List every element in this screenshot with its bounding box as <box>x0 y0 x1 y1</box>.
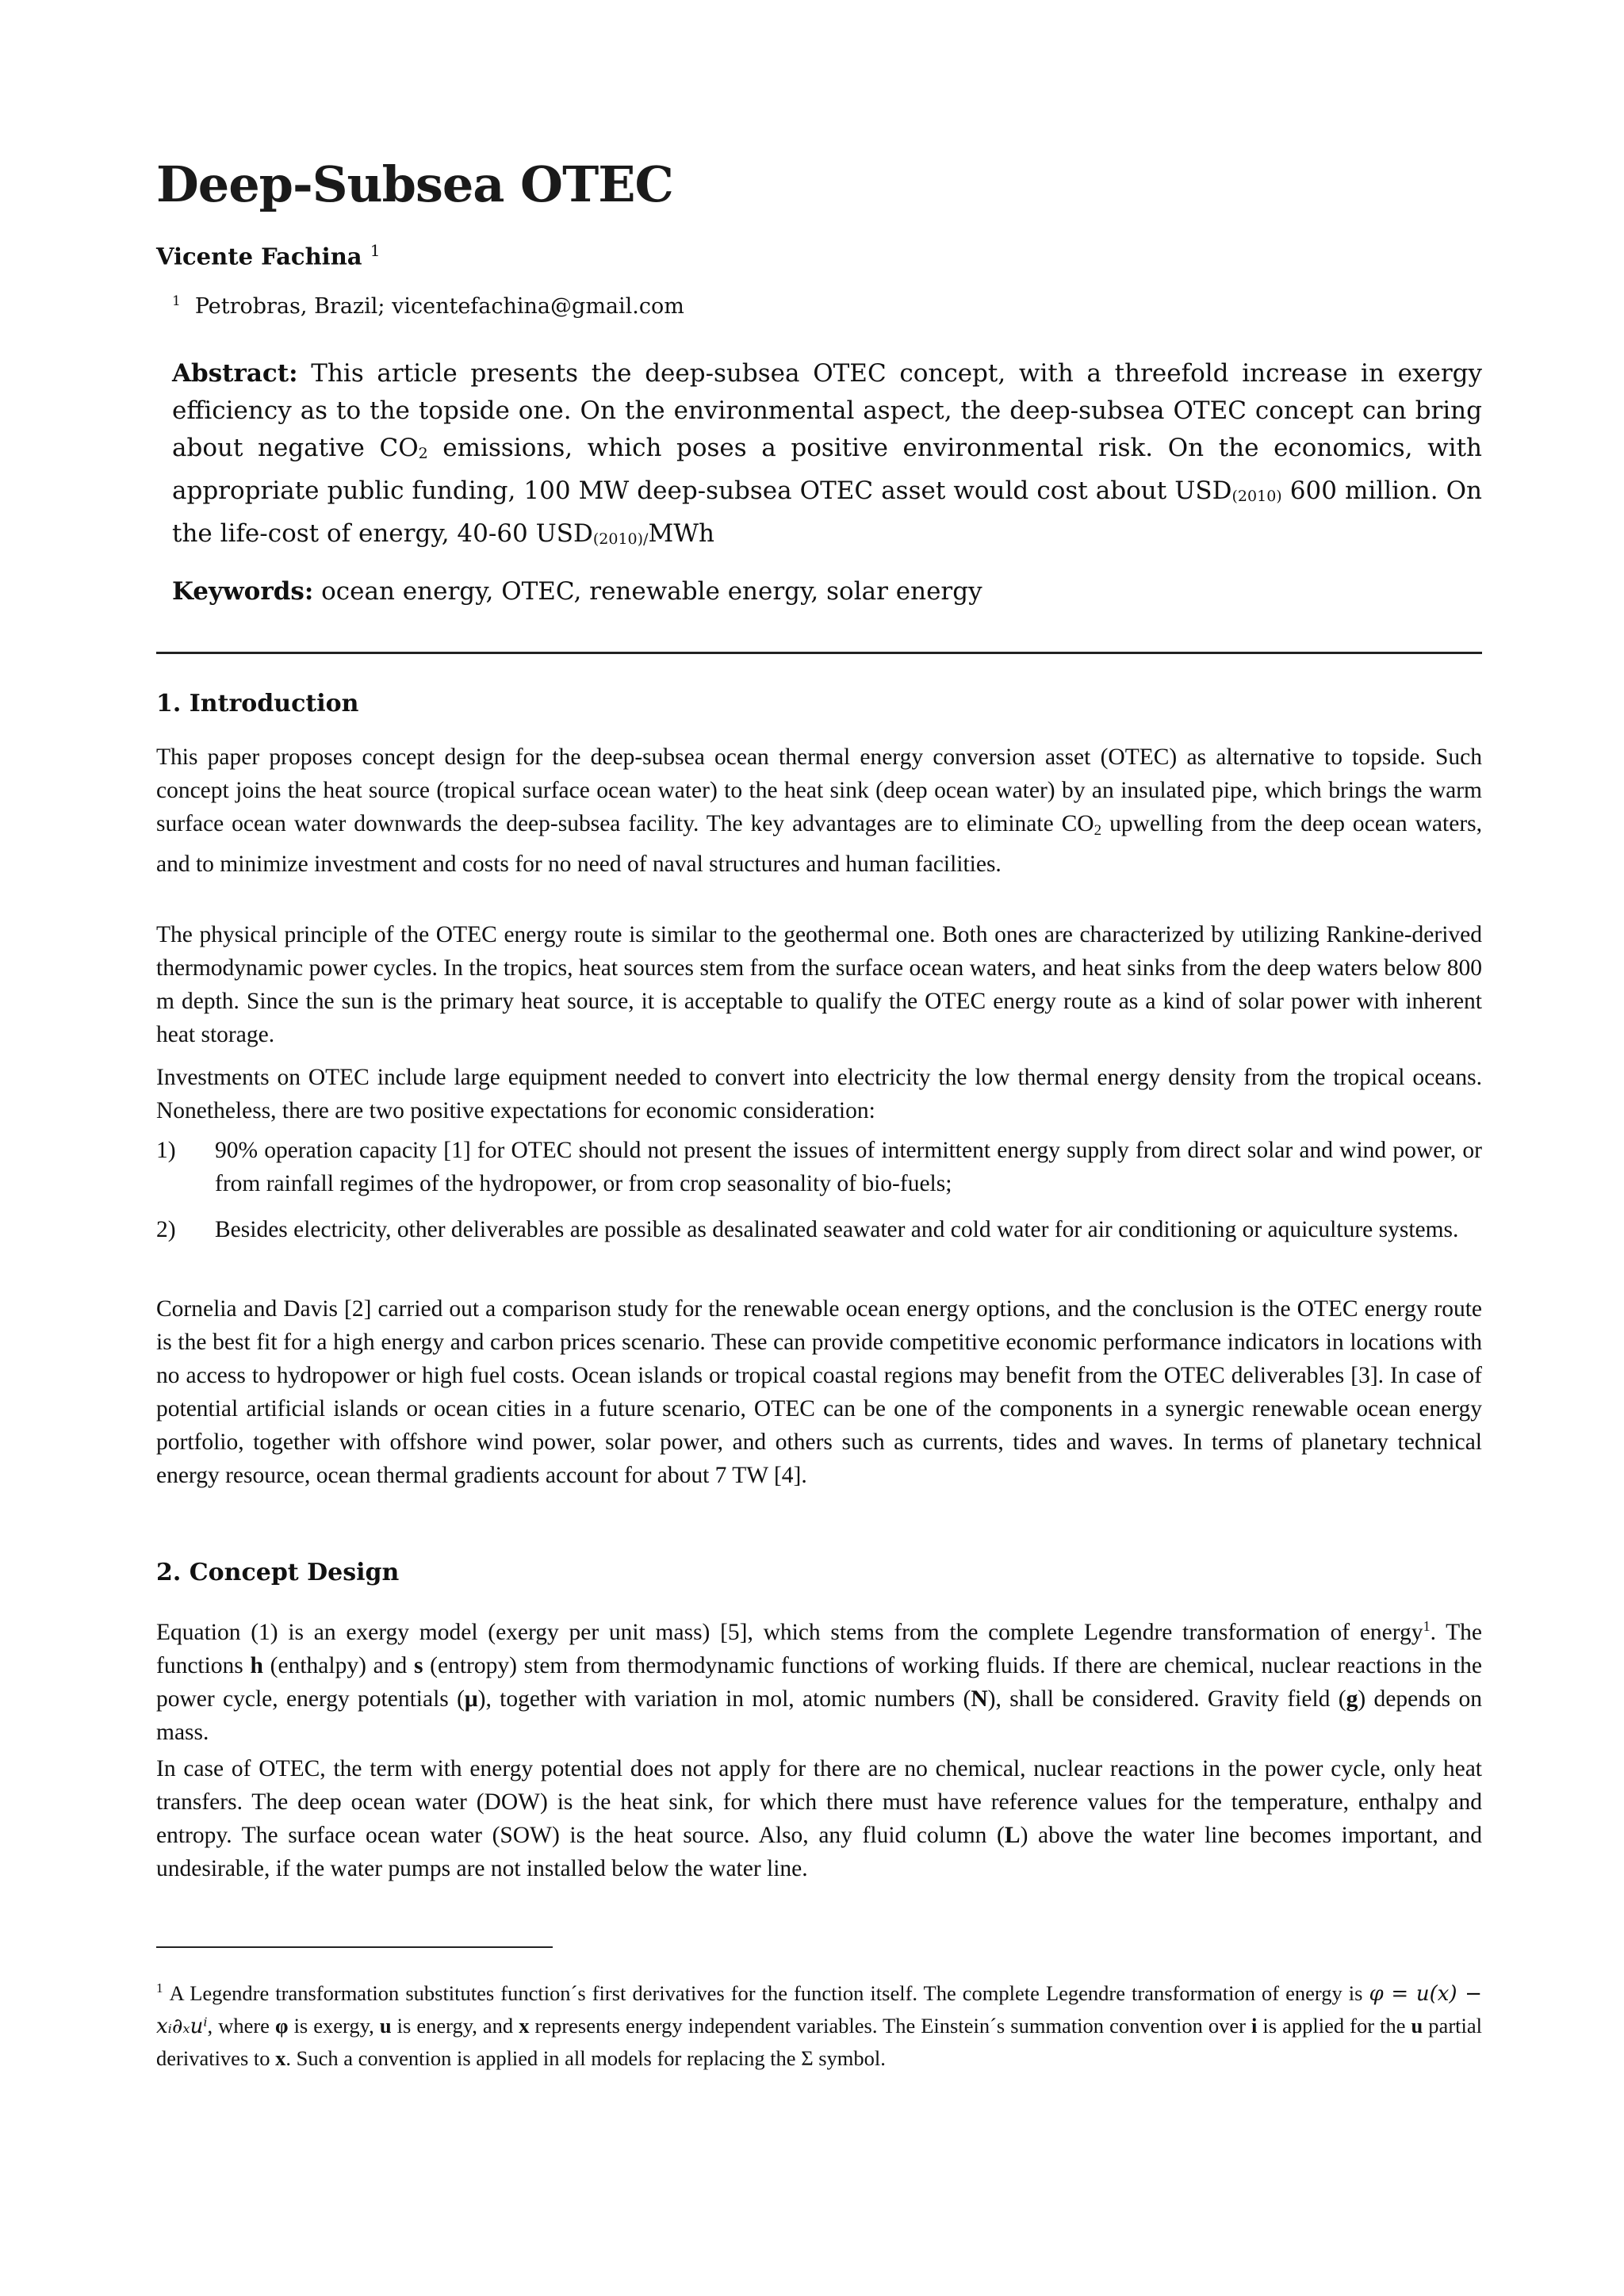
paragraph-text: ), shall be considered. Gravity field ( <box>987 1686 1346 1712</box>
keywords-label: Keywords: <box>172 577 314 606</box>
symbol-x: x <box>275 2045 286 2070</box>
affiliation-text: Petrobras, Brazil; vicentefachina@gmail.com <box>194 294 684 319</box>
footnote-text: is exergy, <box>288 2013 380 2038</box>
abstract-text: This article presents the deep-subsea OTEC concept, with a threefold increase in exergy efficiency as to the topside one. On the environmental aspect, the deep-subsea OTEC concept can bring about negative CO <box>172 359 1482 462</box>
footnote-number: 1 <box>156 1980 163 1996</box>
author-affiliation-marker: 1 <box>370 241 381 260</box>
footnote-text: represents energy independent variables. The Einstein´s summation convention over <box>529 2013 1251 2038</box>
abstract-subscript: (2010) <box>1231 488 1282 505</box>
symbol-u: u <box>379 2013 392 2038</box>
footnote-text: is energy, and <box>391 2013 519 2038</box>
paper-title: Deep-Subsea OTEC <box>156 155 673 213</box>
list-text: 90% operation capacity [1] for OTEC should not present the issues of intermittent energy supply from direct solar and wind power, or from rainfall regimes of the hydropower, or from crop seasonality of bio-fuels; <box>215 1138 1482 1196</box>
paragraph-text: (enthalpy) and <box>262 1652 414 1678</box>
abstract-text: emissions, which poses a positive environmental risk. On the economics, with appropriate public funding, 100 MW deep-subsea OTEC asset would cost about USD <box>172 434 1482 505</box>
symbol-x: x <box>519 2013 530 2038</box>
keywords <box>172 577 982 606</box>
paragraph-text: . The functions <box>156 1619 1482 1678</box>
symbol-s: s <box>413 1652 423 1678</box>
symbol-L: L <box>1004 1823 1021 1848</box>
footnote <box>156 1973 1482 2074</box>
header-divider <box>156 652 1482 654</box>
affiliation <box>172 293 684 319</box>
subscript: 2 <box>1094 822 1102 839</box>
list-item <box>156 1134 1482 1200</box>
intro-paragraph-1 <box>156 740 1482 881</box>
footnote-text: partial derivatives to <box>156 2013 1482 2070</box>
keywords-text: ocean energy, OTEC, renewable energy, solar energy <box>313 577 982 606</box>
symbol-i: i <box>1251 2013 1258 2038</box>
footnote-text: A Legendre transformation substitutes function´s first derivatives for the function itself. The complete Legendre transformation of energy is <box>169 1980 1369 2005</box>
paragraph-text: upwelling from the deep ocean waters, and to minimize investment and costs for no need of naval structures and human facilities. <box>156 811 1482 877</box>
abstract-text: 600 million. On the life-cost of energy, 40-60 USD <box>172 476 1482 548</box>
symbol-u: u <box>1411 2013 1423 2038</box>
paragraph-text: ) depends on mass. <box>156 1686 1482 1745</box>
list-item <box>156 1213 1482 1246</box>
abstract-text: MWh <box>648 519 715 548</box>
abstract <box>172 355 1482 558</box>
footnote-marker: 1 <box>1423 1618 1431 1634</box>
footnote-text: is applied for the <box>1257 2013 1411 2038</box>
author-line <box>156 241 380 270</box>
concept-paragraph-2 <box>156 1752 1482 1885</box>
paragraph-text: Equation (1) is an exergy model (exergy per unit mass) [5], which stems from the complete Legendre transformation of energy <box>156 1619 1423 1645</box>
symbol-h: h <box>250 1652 263 1678</box>
paragraph-text: In case of OTEC, the term with energy potential does not apply for there are no chemical, nuclear reactions in the power cycle, only heat transfers. The deep ocean water (DOW) is the heat sink, for which there must have reference values for the temperature, enthalpy and entropy. The surface ocean water (SOW) is the heat source. Also, any fluid column ( <box>156 1756 1482 1848</box>
paragraph-text: ) above the water line becomes important, and undesirable, if the water pumps are not installed below the water line. <box>156 1823 1482 1881</box>
intro-paragraph-2: The physical principle of the OTEC energy route is similar to the geothermal one. Both ones are characterized by utilizing Rankine-derived thermodynamic power cycles. In the tropics, heat sources stem from the surface ocean waters, and heat sinks from the deep waters below 800 m depth. Since the sun is the primary heat source, it is acceptable to qualify the OTEC energy route as a kind of solar power with inherent heat storage. <box>156 922 1482 1047</box>
paragraph-text: (entropy) stem from thermodynamic functions of working fluids. If there are chemical, nuclear reactions in the power cycle, energy potentials ( <box>156 1652 1482 1712</box>
author-name: Vicente Fachina <box>156 243 362 270</box>
concept-paragraph-1 <box>156 1609 1482 1749</box>
section-heading-introduction: 1. Introduction <box>156 690 359 718</box>
paragraph-text: This paper proposes concept design for the deep-subsea ocean thermal energy conversion asset (OTEC) as alternative to topside. Such concept joins the heat source (tropical surface ocean water) to the heat sink (deep ocean water) by an insulated pipe, which brings the warm surface ocean water downwards the deep-subsea facility. The key advantages are to eliminate CO <box>156 744 1482 836</box>
section-heading-concept-design: 2. Concept Design <box>156 1559 400 1586</box>
intro-paragraph-3: Investments on OTEC include large equipment needed to convert into electricity the low thermal energy density from the tropical oceans. Nonetheless, there are two positive expectations for economic consideration: <box>156 1065 1482 1123</box>
footnote-text: . Such a convention is applied in all models for replacing the Σ symbol. <box>285 2045 886 2070</box>
list-number: 1) <box>156 1138 176 1163</box>
footnote-equation: φ = u(x) − xᵢ∂ₓuⁱ <box>156 1981 1482 2038</box>
affiliation-marker: 1 <box>172 293 181 309</box>
abstract-subscript: (2010)/ <box>592 530 649 548</box>
intro-paragraph-4: Cornelia and Davis [2] carried out a comparison study for the renewable ocean energy options, and the conclusion is the OTEC energy route is the best fit for a high energy and carbon prices scenario. These can provide competitive economic performance indicators in locations with no access to hydropower or high fuel costs. Ocean islands or tropical coastal regions may benefit from the OTEC deliverables [3]. In case of potential artificial islands or ocean cities in a future scenario, OTEC can be one of the components in a synergic renewable ocean energy portfolio, together with offshore wind power, solar power, and others such as currents, tides and waves. In terms of planetary technical energy resource, ocean thermal gradients account for about 7 TW [4]. <box>156 1296 1482 1488</box>
list-text: Besides electricity, other deliverables are possible as desalinated seawater and cold water for air conditioning or aquiculture systems. <box>215 1217 1459 1242</box>
footnote-divider <box>156 1946 553 1948</box>
symbol-N: N <box>971 1686 988 1712</box>
symbol-phi: φ <box>274 2013 289 2038</box>
footnote-text: , where <box>207 2013 275 2038</box>
abstract-subscript: 2 <box>418 445 428 462</box>
symbol-g: g <box>1346 1686 1358 1712</box>
abstract-label: Abstract: <box>172 359 298 388</box>
list-number: 2) <box>156 1217 176 1242</box>
paragraph-text: ), together with variation in mol, atomic numbers ( <box>477 1686 971 1712</box>
symbol-mu: μ <box>464 1686 478 1712</box>
